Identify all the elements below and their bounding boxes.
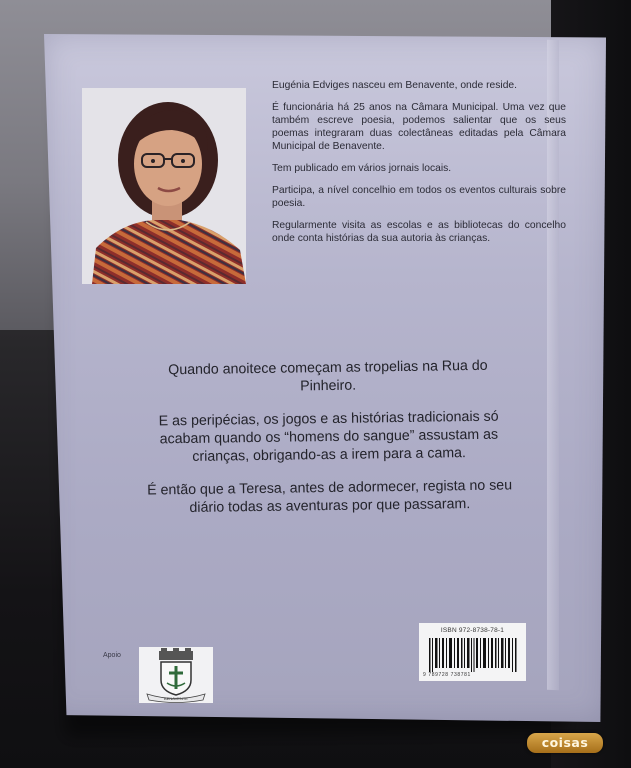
blurb-paragraph: E as peripécias, os jogos e as histórias tradicionais só acabam quando os “homens do sangue” assustam as crianças, obrigando-as a irem para a cama. (158, 408, 499, 465)
municipal-seal (139, 647, 213, 703)
book-blurb (145, 356, 513, 532)
blurb-paragraph: Quando anoitece começam as tropelias na Rua do Pinheiro. (168, 357, 488, 395)
author-portrait-image (82, 88, 246, 284)
bio-paragraph: Eugénia Edviges nasceu em Benavente, onde reside. (272, 80, 518, 91)
author-photo (82, 88, 246, 284)
isbn-number: ISBN 972-8738-78-1 (440, 627, 505, 634)
seal-ribbon-text: BENAVENTE (164, 696, 188, 701)
sponsor-label: Apoio (103, 652, 121, 659)
barcode-digits: 9 789728 738781 (423, 672, 471, 678)
barcode-label (419, 623, 526, 681)
bio-paragraph: Regularmente visita as escolas e as bibliotecas do concelho onde conta histórias da sua autoria às crianças. (272, 220, 566, 244)
blurb-paragraph: É então que a Teresa, antes de adormecer, regista no seu diário todas as aventuras por que passaram. (147, 477, 513, 516)
bio-paragraph: Participa, a nível concelhio em todos os eventos culturais sobre poesia. (272, 185, 566, 209)
author-biography (272, 79, 566, 254)
coat-of-arms-icon (139, 647, 213, 703)
barcode-icon (429, 638, 517, 672)
bio-paragraph: É funcionária há 25 anos na Câmara Municipal. Uma vez que também escreve poesia, podemos salientar que os seus poemas integraram duas colectâneas editadas pela Câmara Municipal de Benavente. (272, 102, 566, 152)
bio-paragraph: Tem publicado em vários jornais locais. (272, 163, 452, 174)
site-watermark: coisas (527, 733, 603, 753)
